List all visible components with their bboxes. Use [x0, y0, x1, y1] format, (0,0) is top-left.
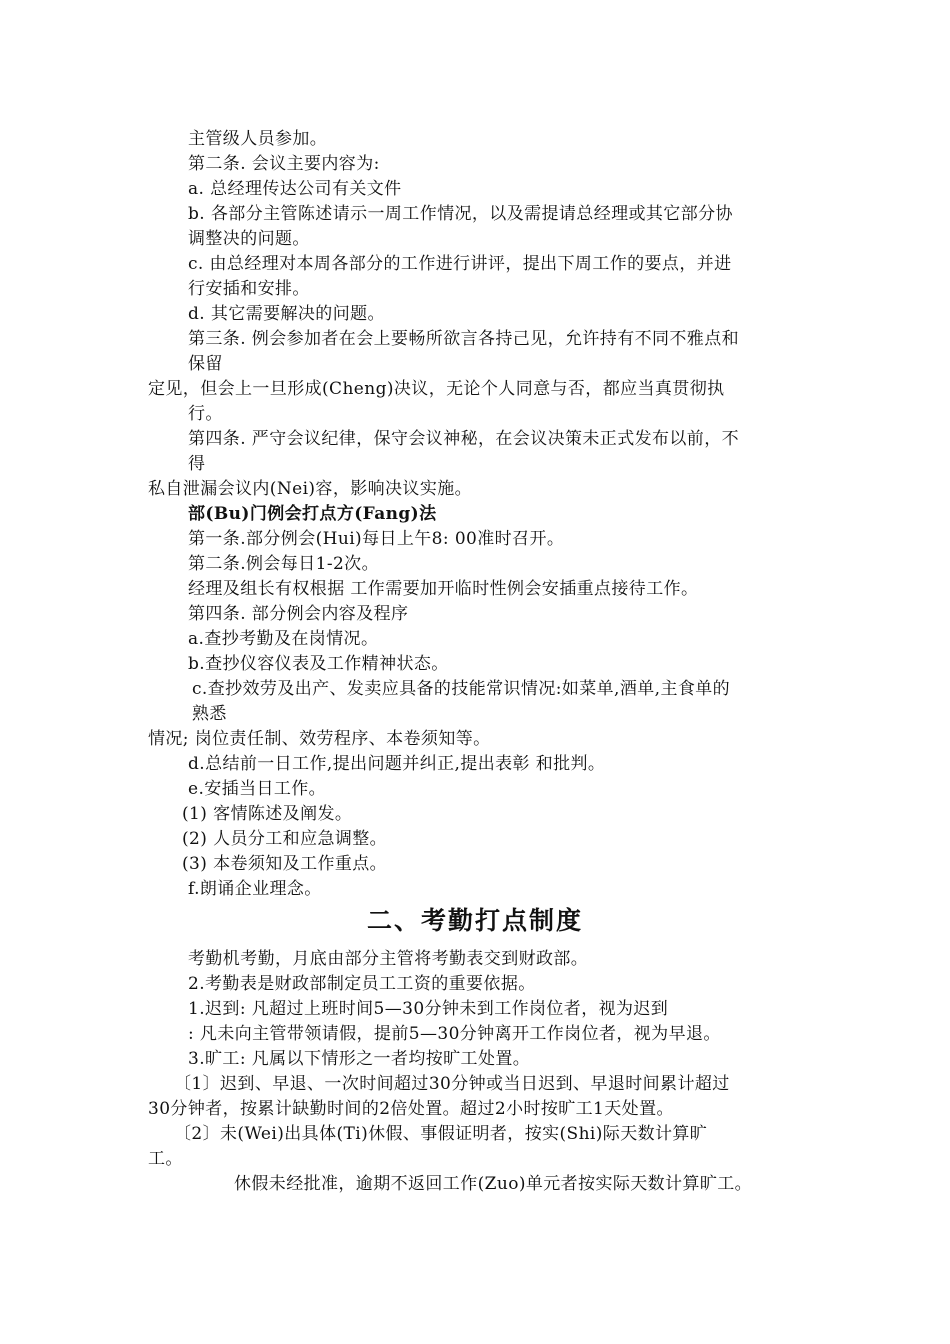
text-line: 调整决的问题。: [188, 229, 310, 249]
text-line: 工。: [148, 1149, 183, 1169]
text-line: (2) 人员分工和应急调整。: [182, 829, 388, 849]
text-line: (3) 本卷须知及工作重点。: [182, 854, 388, 874]
text-line: 3.旷工: 凡属以下情形之一者均按旷工处置。: [188, 1049, 531, 1069]
section-heading: 二、考勤打点制度: [366, 906, 583, 935]
text-line: d.总结前一日工作,提出问题并纠正,提出表彰 和批判。: [188, 754, 606, 774]
text-line: 熟悉: [192, 704, 227, 724]
text-line: 私自泄漏会议内(Nei)容，影响决议实施。: [148, 479, 473, 499]
text-line: : 凡未向主管带领请假，提前5—30分钟离开工作岗位者，视为早退。: [188, 1024, 721, 1044]
text-line: 休假未经批准，逾期不返回工作(Zuo)单元者按实际天数计算旷工。: [234, 1174, 753, 1194]
section-title: 部(Bu)门例会打点方(Fang)法: [188, 504, 437, 524]
text-line: b.查抄仪容仪表及工作精神状态。: [188, 654, 449, 674]
text-line: 定见，但会上一旦形成(Cheng)决议，无论个人同意与否，都应当真贯彻执: [148, 379, 725, 399]
text-line: 〔1〕迟到、早退、一次时间超过30分钟或当日迟到、早退时间累计超过: [174, 1074, 730, 1094]
text-line: c. 由总经理对本周各部分的工作进行讲评，提出下周工作的要点，并进: [188, 254, 732, 274]
text-line: (1) 客情陈述及阐发。: [182, 804, 353, 824]
text-line: d. 其它需要解决的问题。: [188, 304, 385, 324]
text-line: 第四条. 严守会议纪律，保守会议神秘，在会议决策未正式发布以前，不: [188, 429, 740, 449]
text-line: b. 各部分主管陈述请示一周工作情况，以及需提请总经理或其它部分协: [188, 204, 733, 224]
text-line: 2.考勤表是财政部制定员工工资的重要依据。: [188, 974, 536, 994]
text-line: 主管级人员参加。: [188, 129, 328, 149]
text-line: 第二条. 会议主要内容为:: [188, 154, 380, 174]
text-line: 情况; 岗位责任制、效劳程序、本卷须知等。: [148, 729, 491, 749]
text-line: 1.迟到: 凡超过上班时间5—30分钟未到工作岗位者，视为迟到: [188, 999, 669, 1019]
text-line: 第四条. 部分例会内容及程序: [188, 604, 409, 624]
text-line: c.查抄效劳及出产、发卖应具备的技能常识情况:如菜单,酒单,主食单的: [192, 679, 731, 699]
text-line: f.朗诵企业理念。: [188, 879, 322, 899]
text-line: 第一条.部分例会(Hui)每日上午8: 00准时召开。: [188, 529, 565, 549]
text-line: 第二条.例会每日1-2次。: [188, 554, 379, 574]
text-line: a.查抄考勤及在岗情况。: [188, 629, 379, 649]
text-line: e.安插当日工作。: [188, 779, 327, 799]
text-line: 〔2〕未(Wei)出具体(Ti)休假、事假证明者，按实(Shi)际天数计算旷: [174, 1124, 708, 1144]
text-line: a. 总经理传达公司有关文件: [188, 179, 402, 199]
text-line: 得: [188, 454, 206, 474]
text-line: 第三条. 例会参加者在会上要畅所欲言各持己见，允许持有不同不雅点和: [188, 329, 740, 349]
text-line: 行安插和安排。: [188, 279, 310, 299]
text-line: 考勤机考勤，月底由部分主管将考勤表交到财政部。: [188, 949, 589, 969]
text-line: 保留: [188, 354, 223, 374]
text-line: 行。: [188, 404, 223, 424]
text-line: 30分钟者，按累计缺勤时间的2倍处置。超过2小时按旷工1天处置。: [148, 1099, 674, 1119]
text-line: 经理及组长有权根据 工作需要加开临时性例会安插重点接待工作。: [188, 579, 699, 599]
